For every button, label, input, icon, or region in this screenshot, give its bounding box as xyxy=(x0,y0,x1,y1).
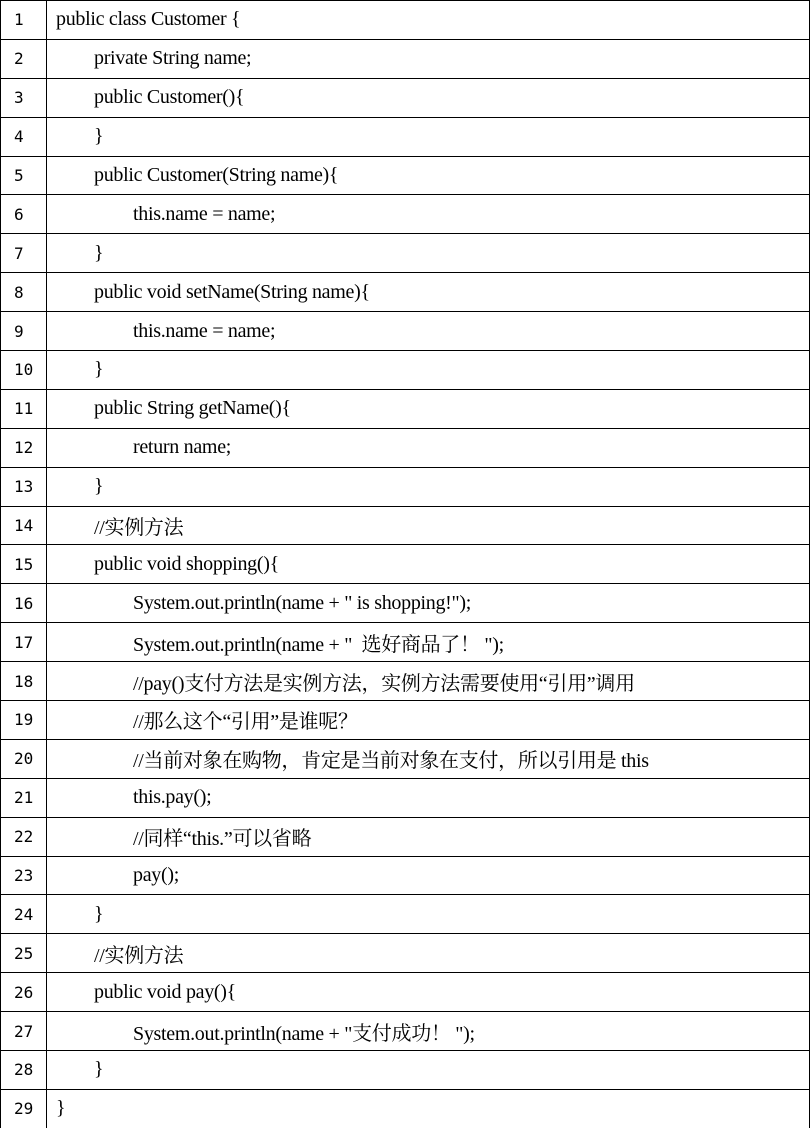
line-number: 14 xyxy=(1,507,47,545)
code-text: public Customer(String name){ xyxy=(94,164,339,186)
line-number: 1 xyxy=(1,1,47,39)
line-number: 22 xyxy=(1,818,47,856)
line-number: 15 xyxy=(1,545,47,583)
code-text: } xyxy=(94,358,104,381)
code-line-row xyxy=(1,157,809,196)
code-text: } xyxy=(94,902,104,925)
code-line-row xyxy=(1,1051,809,1090)
code-line-row xyxy=(1,312,809,351)
code-line-row xyxy=(1,273,809,312)
code-text: } xyxy=(94,241,104,264)
code-line-row xyxy=(1,857,809,896)
code-line-row xyxy=(1,1,809,40)
code-text: //pay()支付方法是实例方法，实例方法需要使用“引用”调用 xyxy=(133,672,635,695)
code-text: this.name = name; xyxy=(133,202,276,225)
code-line-row xyxy=(1,662,809,701)
line-number: 3 xyxy=(1,79,47,117)
line-number: 24 xyxy=(1,895,47,933)
code-line-row xyxy=(1,1012,809,1051)
code-text: private String name; xyxy=(94,47,252,70)
code-text: } xyxy=(94,1058,104,1081)
code-line-row xyxy=(1,351,809,390)
code-line-row xyxy=(1,234,809,273)
code-text: //当前对象在购物，肯定是当前对象在支付，所以引用是 this xyxy=(133,750,649,773)
code-line-row xyxy=(1,973,809,1012)
code-text: } xyxy=(56,1097,66,1120)
code-text: return name; xyxy=(133,436,232,459)
line-number: 12 xyxy=(1,429,47,467)
line-number: 28 xyxy=(1,1051,47,1089)
code-line-row xyxy=(1,1090,809,1128)
code-text: pay(); xyxy=(133,864,179,887)
code-text: //那么这个“引用”是谁呢？ xyxy=(133,711,358,734)
line-number: 17 xyxy=(1,623,47,661)
code-line-row xyxy=(1,79,809,118)
line-number: 9 xyxy=(1,312,47,350)
line-number: 26 xyxy=(1,973,47,1011)
code-text: } xyxy=(94,125,104,148)
line-number: 20 xyxy=(1,740,47,778)
code-text: public void setName(String name){ xyxy=(94,280,370,303)
code-line-row xyxy=(1,740,809,779)
line-number: 19 xyxy=(1,701,47,739)
code-line-row xyxy=(1,118,809,157)
line-number: 13 xyxy=(1,468,47,506)
code-text: public Customer(){ xyxy=(94,86,245,109)
line-number: 21 xyxy=(1,779,47,817)
line-number: 10 xyxy=(1,351,47,389)
code-line-row xyxy=(1,545,809,584)
code-line-row xyxy=(1,701,809,740)
code-text: System.out.println(name + "支付成功！ "); xyxy=(133,1022,475,1045)
line-number: 2 xyxy=(1,40,47,78)
code-text: } xyxy=(94,475,104,498)
line-number: 6 xyxy=(1,195,47,233)
line-number: 27 xyxy=(1,1012,47,1050)
code-line-row xyxy=(1,584,809,623)
code-line-row xyxy=(1,818,809,857)
code-line-row xyxy=(1,779,809,818)
code-text: public void shopping(){ xyxy=(94,552,279,575)
code-text: this.name = name; xyxy=(133,319,276,342)
line-number: 5 xyxy=(1,157,47,195)
code-text: System.out.println(name + " is shopping!"); xyxy=(133,591,472,614)
line-number: 7 xyxy=(1,234,47,272)
line-number: 16 xyxy=(1,584,47,622)
line-number: 25 xyxy=(1,934,47,972)
code-line-row xyxy=(1,40,809,79)
code-line-row xyxy=(1,390,809,429)
code-text: public String getName(){ xyxy=(94,397,291,420)
code-line-row xyxy=(1,623,809,662)
code-line-row xyxy=(1,468,809,507)
line-number: 11 xyxy=(1,390,47,428)
line-number: 8 xyxy=(1,273,47,311)
code-text: System.out.println(name + " 选好商品了！ "); xyxy=(133,633,504,656)
code-line-row xyxy=(1,507,809,546)
code-text: public class Customer { xyxy=(56,8,241,31)
code-text: //同样“this.”可以省略 xyxy=(133,828,312,851)
line-number: 23 xyxy=(1,857,47,895)
code-line-row xyxy=(1,934,809,973)
code-text: this.pay(); xyxy=(133,786,212,809)
code-text: //实例方法 xyxy=(94,517,184,540)
line-number: 4 xyxy=(1,118,47,156)
line-number: 18 xyxy=(1,662,47,700)
code-text: //实例方法 xyxy=(94,944,184,967)
line-number: 29 xyxy=(1,1090,47,1128)
code-line-row xyxy=(1,195,809,234)
code-text: public void pay(){ xyxy=(94,980,236,1003)
code-line-row xyxy=(1,895,809,934)
code-line-row xyxy=(1,429,809,468)
